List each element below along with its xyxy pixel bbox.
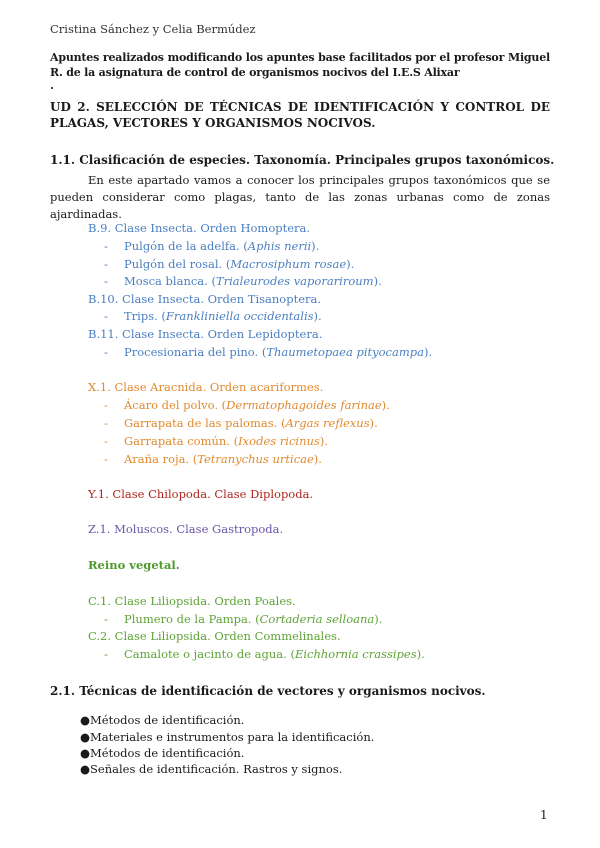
- item-end: ).: [313, 309, 322, 323]
- item-scientific-name: Frankliniella occidentalis: [165, 309, 314, 323]
- item-scientific-name: Ixodes ricinus: [238, 434, 320, 448]
- unit-title: UD 2. SELECCIÓN DE TÉCNICAS DE IDENTIFICACIÓN Y CONTROL DE PLAGAS, VECTORES Y ORGANISMOS NOCIVOS.: [50, 100, 550, 130]
- group-b10-title: B.10. Clase Insecta. Orden Tisanoptera.: [88, 292, 322, 306]
- bullet-item: ●Métodos de identificación.: [80, 713, 245, 727]
- intro-text: Apuntes realizados modificando los apuntes base facilitados por el profesor Miguel R. de la asignatura de control de organismos nocivos del I.E.S Alixar: [50, 51, 550, 79]
- item-name: Ácaro del polvo. (: [124, 398, 227, 412]
- intro-dot: .: [50, 79, 54, 92]
- item-name: Araña roja. (: [124, 452, 198, 466]
- section-2-title: 2.1. Técnicas de identificación de vectores y organismos nocivos.: [50, 684, 486, 698]
- dash-marker: -: [104, 274, 108, 288]
- item-name: Trips. (: [124, 309, 166, 323]
- item-end: ).: [369, 416, 378, 430]
- group-x1-title: X.1. Clase Aracnida. Orden acariformes.: [88, 380, 324, 394]
- list-item: [104, 647, 425, 661]
- dash-marker: -: [104, 398, 108, 412]
- bullet-item: ●Materiales e instrumentos para la identificación.: [80, 730, 375, 744]
- item-scientific-name: Dermatophagoides farinae: [226, 398, 382, 412]
- item-end: ).: [311, 239, 320, 253]
- list-item: [104, 612, 382, 626]
- page-header-authors: Cristina Sánchez y Celia Bermúdez: [50, 22, 256, 36]
- item-end: ).: [423, 345, 433, 359]
- list-item: [104, 239, 319, 253]
- bullet-item: ●Métodos de identificación.: [80, 746, 245, 760]
- item-end: ).: [346, 257, 355, 271]
- group-b9-title: B.9. Clase Insecta. Orden Homoptera.: [88, 221, 311, 235]
- item-end: ).: [416, 647, 425, 661]
- dash-marker: -: [104, 452, 108, 466]
- item-scientific-name: Argas reflexus: [285, 416, 370, 430]
- dash-marker: -: [104, 612, 108, 626]
- group-z1-title: Z.1. Moluscos. Clase Gastropoda.: [88, 522, 284, 536]
- group-c1-title: C.1. Clase Liliopsida. Orden Poales.: [88, 594, 296, 608]
- item-name: Camalote o jacinto de agua. (: [124, 647, 295, 661]
- list-item: [104, 416, 378, 430]
- item-scientific-name: Tetranychus urticae: [197, 452, 314, 466]
- dash-marker: -: [104, 309, 108, 323]
- group-c2-title: C.2. Clase Liliopsida. Orden Commelinales.: [88, 629, 341, 643]
- item-end: ).: [374, 612, 383, 626]
- item-scientific-name: Thaumetopaea pityocampa: [266, 345, 424, 359]
- dash-marker: -: [104, 647, 108, 661]
- item-name: Plumero de la Pampa. (: [124, 612, 260, 626]
- item-scientific-name: Eichhornia crassipes: [294, 647, 417, 661]
- item-scientific-name: Aphis nerii: [247, 239, 312, 253]
- list-item: [104, 274, 382, 288]
- list-item: [104, 257, 354, 271]
- list-item: [104, 434, 328, 448]
- item-end: ).: [381, 398, 390, 412]
- bullet-item: ●Señales de identificación. Rastros y signos.: [80, 762, 343, 776]
- intro-note: [50, 50, 550, 92]
- list-item: [104, 309, 322, 323]
- item-scientific-name: Cortaderia selloana: [259, 612, 375, 626]
- page-number: 1: [540, 808, 548, 822]
- item-name: Pulgón del rosal. (: [124, 257, 231, 271]
- item-end: ).: [319, 434, 328, 448]
- list-item: [104, 398, 390, 412]
- group-reino-vegetal-title: Reino vegetal.: [88, 558, 180, 572]
- dash-marker: -: [104, 434, 108, 448]
- group-b11-title: B.11. Clase Insecta. Orden Lepidoptera.: [88, 327, 323, 341]
- dash-marker: -: [104, 345, 108, 359]
- section-1-title: 1.1. Clasificación de especies. Taxonomía. Principales grupos taxonómicos.: [50, 153, 555, 167]
- dash-marker: -: [104, 416, 108, 430]
- item-end: ).: [313, 452, 322, 466]
- dash-marker: -: [104, 239, 108, 253]
- list-item: [104, 345, 432, 359]
- dash-marker: -: [104, 257, 108, 271]
- item-end: ).: [373, 274, 382, 288]
- group-y1-title: Y.1. Clase Chilopoda. Clase Diplopoda.: [88, 487, 314, 501]
- item-name: Procesionaria del pino. (: [124, 345, 267, 359]
- item-name: Garrapata de las palomas. (: [124, 416, 286, 430]
- item-name: Pulgón de la adelfa. (: [124, 239, 248, 253]
- item-name: Garrapata común. (: [124, 434, 239, 448]
- item-name: Mosca blanca. (: [124, 274, 216, 288]
- item-scientific-name: Trialeurodes vaporariroum: [215, 274, 374, 288]
- section-1-paragraph: En este apartado vamos a conocer los principales grupos taxonómicos que se pueden considerar como plagas, tanto de las zonas urbanas como de zonas ajardinadas.: [50, 173, 550, 221]
- item-scientific-name: Macrosiphum rosae: [230, 257, 347, 271]
- list-item: [104, 452, 322, 466]
